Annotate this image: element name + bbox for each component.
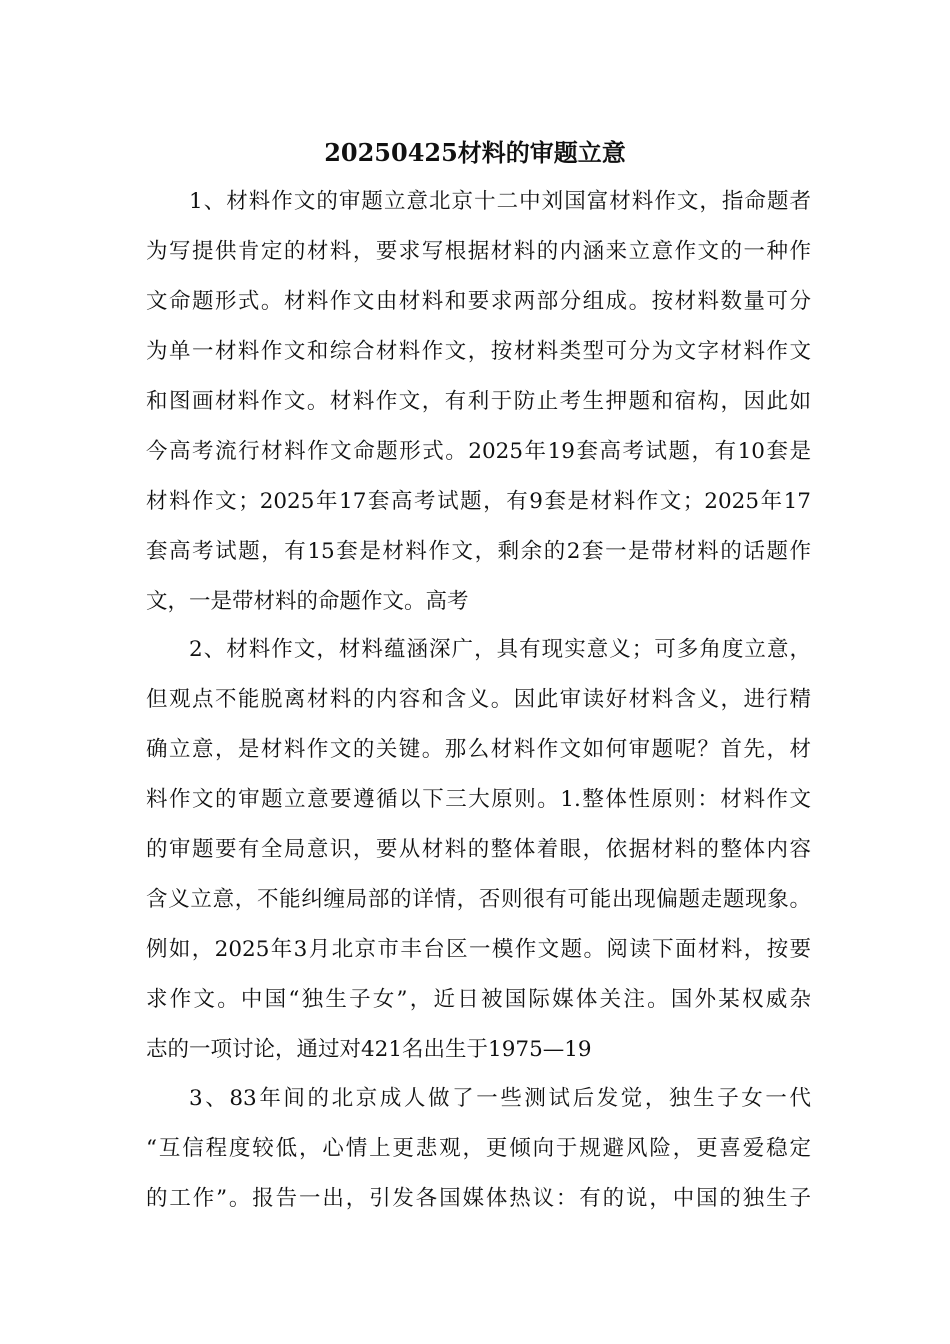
paragraph-line: 的审题要有全局意识，要从材料的整体着眼，依据材料的整体内容 [146,837,811,862]
paragraph-line: 确立意，是材料作文的关键。那么材料作文如何审题呢？首先，材 [146,737,811,762]
paragraph-line: 3、83年间的北京成人做了一些测试后发觉，独生子女一代 [189,1086,811,1111]
paragraph-line: 例如，2025年3月北京市丰台区一模作文题。阅读下面材料，按要 [146,937,811,962]
paragraph-line: 文，一是带材料的命题作文。高考 [146,589,469,614]
paragraph-line: 为写提供肯定的材料，要求写根据材料的内涵来立意作文的一种作 [146,239,811,264]
paragraph-line: 料作文的审题立意要遵循以下三大原则。1.整体性原则：材料作文 [146,787,811,812]
paragraph-line: 为单一材料作文和综合材料作文，按材料类型可分为文字材料作文 [146,339,811,364]
paragraph-line: 志的一项讨论，通过对421名出生于1975—19 [146,1037,592,1062]
paragraph-line: 求作文。中国“独生子女”，近日被国际媒体关注。国外某权威杂 [146,987,811,1012]
paragraph-line: 材料作文；2025年17套高考试题，有9套是材料作文；2025年17 [146,489,811,514]
paragraph-line: 和图画材料作文。材料作文，有利于防止考生押题和宿构，因此如 [146,389,811,414]
paragraph-line: “互信程度较低，心情上更悲观，更倾向于规避风险，更喜爱稳定 [146,1136,811,1161]
paragraph-2 [146,625,811,1075]
paragraph-line: 今高考流行材料作文命题形式。2025年19套高考试题，有10套是 [146,439,811,464]
paragraph-line: 1、材料作文的审题立意北京十二中刘国富材料作文，指命题者 [189,189,811,214]
paragraph-line: 2、材料作文，材料蕴涵深广，具有现实意义；可多角度立意， [189,637,811,662]
paragraph-line: 含义立意，不能纠缠局部的详情，否则很有可能出现偏题走题现象。 [146,887,811,912]
document-title: 20250425材料的审题立意 [324,138,626,167]
paragraph-line: 套高考试题，有15套是材料作文，剩余的2套一是带材料的话题作 [146,539,811,564]
paragraph-line: 但观点不能脱离材料的内容和含义。因此审读好材料含义，进行精 [146,687,811,712]
paragraph-line: 文命题形式。材料作文由材料和要求两部分组成。按材料数量可分 [146,289,811,314]
paragraph-line: 的工作”。报告一出，引发各国媒体热议：有的说，中国的独生子 [146,1186,811,1211]
paragraph-1 [146,177,811,627]
paragraph-3 [146,1074,811,1224]
